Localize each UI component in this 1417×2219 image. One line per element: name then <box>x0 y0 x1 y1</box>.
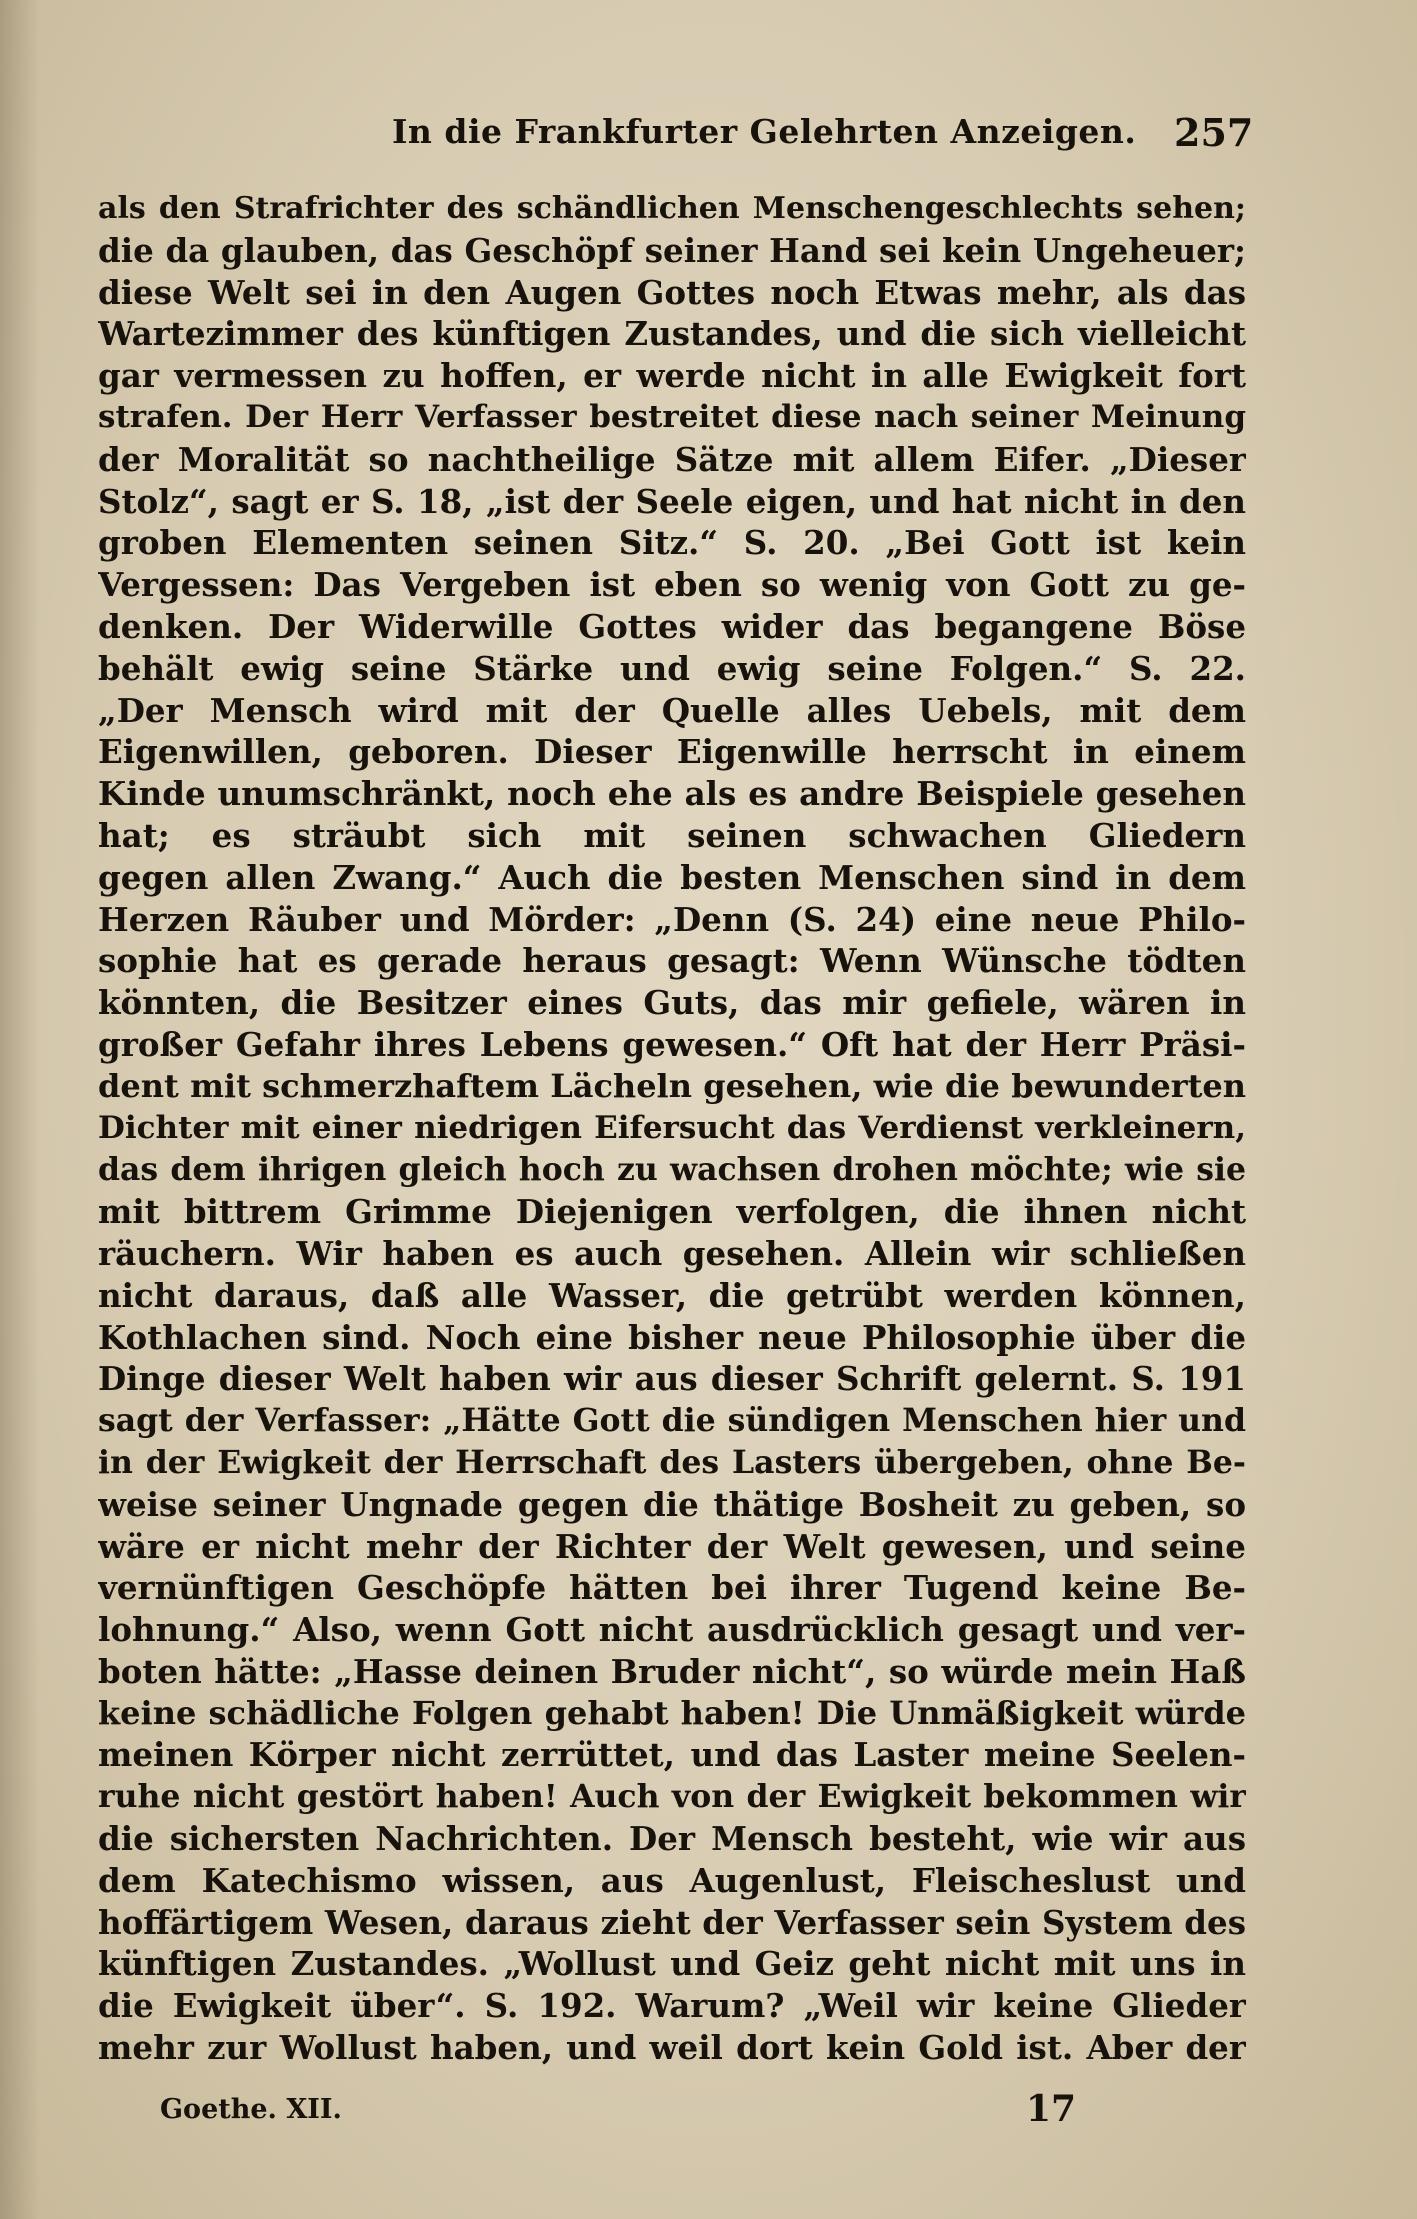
text-line: groben Elementen seinen Sitz.“ S. 20. „Bei Gott ist kein <box>98 523 1246 563</box>
text-line: hoffärtigem Wesen, daraus zieht der Verfasser sein System des <box>98 1902 1246 1942</box>
text-line: die sichersten Nachrichten. Der Mensch besteht, wie wir aus <box>98 1819 1246 1859</box>
text-line: das dem ihrigen gleich hoch zu wachsen drohen möchte; wie sie <box>98 1151 1246 1189</box>
text-line: keine schädliche Folgen gehabt haben! Die Unmäßigkeit würde <box>98 1693 1246 1732</box>
text-line: mehr zur Wollust haben, und weil dort kein Gold ist. Aber der <box>98 2028 1246 2068</box>
text-line: die Ewigkeit über“. S. 192. Warum? „Weil wir keine Glieder <box>98 1986 1246 2026</box>
text-line: in der Ewigkeit der Herrschaft des Lasters übergeben, ohne Be- <box>98 1443 1246 1481</box>
text-line: Dinge dieser Welt haben wir aus dieser Schrift gelernt. S. 191 <box>98 1359 1246 1399</box>
text-line: Dichter mit einer niedrigen Eifersucht das Verdienst verkleinern, <box>98 1109 1246 1146</box>
signature-mark: Goethe. XII. <box>160 2094 342 2125</box>
text-line: denken. Der Widerwille Gottes wider das begangene Böse <box>98 606 1246 646</box>
text-line: lohnung.“ Also, wenn Gott nicht ausdrücklich gesagt und ver- <box>98 1610 1246 1650</box>
text-line: Herzen Räuber und Mörder: „Denn (S. 24) eine neue Philo- <box>98 899 1246 939</box>
text-line: räuchern. Wir haben es auch gesehen. Allein wir schließen <box>98 1233 1246 1273</box>
text-line: Kinde unumschränkt, noch ehe als es andre Beispiele gesehen <box>98 774 1246 814</box>
text-line: weise seiner Ungnade gegen die thätige Bosheit zu geben, so <box>98 1484 1246 1524</box>
text-line: Stolz“, sagt er S. 18, „ist der Seele eigen, und hat nicht in den <box>98 481 1246 521</box>
text-line: ruhe nicht gestört haben! Auch von der Ewigkeit bekommen wir <box>98 1778 1246 1816</box>
text-line: Kothlachen sind. Noch eine bisher neue Philosophie über die <box>98 1317 1246 1357</box>
text-line: Eigenwillen, geboren. Dieser Eigenwille herrscht in einem <box>98 732 1246 772</box>
text-line: sagt der Verfasser: „Hätte Gott die sündigen Menschen hier und <box>98 1402 1246 1440</box>
body-text <box>98 188 1246 2069</box>
text-line: dem Katechismo wissen, aus Augenlust, Fleischeslust und <box>98 1860 1246 1900</box>
text-line: Vergessen: Das Vergeben ist eben so wenig von Gott zu ge- <box>98 565 1246 605</box>
text-line: gegen allen Zwang.“ Auch die besten Menschen sind in dem <box>98 857 1246 897</box>
text-line: Wartezimmer des künftigen Zustandes, und die sich vielleicht <box>98 314 1246 354</box>
text-line: mit bittrem Grimme Diejenigen verfolgen, die ihnen nicht <box>98 1192 1246 1232</box>
text-line: als den Strafrichter des schändlichen Menschengeschlechts sehen; <box>98 191 1246 226</box>
text-line: wäre er nicht mehr der Richter der Welt gewesen, und seine <box>98 1526 1246 1566</box>
page-number: 257 <box>1174 110 1254 155</box>
running-title: In die Frankfurter Gelehrten Anzeigen. <box>392 112 1137 151</box>
text-line: meinen Körper nicht zerrüttet, und das Laster meine Seelen- <box>98 1735 1246 1775</box>
text-line: könnten, die Besitzer eines Guts, das mir gefiele, wären in <box>98 983 1246 1023</box>
text-line: hat; es sträubt sich mit seinen schwachen Gliedern <box>98 815 1246 855</box>
text-line: strafen. Der Herr Verfasser bestreitet diese nach seiner Meinung <box>98 398 1246 435</box>
text-line: dent mit schmerzhaftem Lächeln gesehen, wie die bewunderten <box>98 1066 1246 1105</box>
page-footer <box>0 2088 1417 2138</box>
text-line: großer Gefahr ihres Lebens gewesen.“ Oft hat der Herr Präsi- <box>98 1024 1246 1064</box>
text-line: vernünftigen Geschöpfe hätten bei ihrer Tugend keine Be- <box>98 1568 1246 1608</box>
running-head <box>0 112 1417 162</box>
text-line: sophie hat es gerade heraus gesagt: Wenn Wünsche tödten <box>98 941 1246 981</box>
sheet-number: 17 <box>1026 2088 1077 2130</box>
text-line: boten hätte: „Hasse deinen Bruder nicht“, so würde mein Haß <box>98 1651 1246 1691</box>
text-line: die da glauben, das Geschöpf seiner Hand sei kein Ungeheuer; <box>98 230 1246 270</box>
text-line: diese Welt sei in den Augen Gottes noch Etwas mehr, als das <box>98 272 1246 312</box>
text-line: behält ewig seine Stärke und ewig seine Folgen.“ S. 22. <box>98 648 1246 688</box>
text-line: gar vermessen zu hoffen, er werde nicht in alle Ewigkeit fort <box>98 356 1246 396</box>
text-line: „Der Mensch wird mit der Quelle alles Uebels, mit dem <box>98 690 1246 730</box>
text-line: künftigen Zustandes. „Wollust und Geiz geht nicht mit uns in <box>98 1944 1246 1984</box>
text-line: nicht daraus, daß alle Wasser, die getrübt werden können, <box>98 1275 1246 1315</box>
text-line: der Moralität so nachtheilige Sätze mit allem Eifer. „Dieser <box>98 439 1246 479</box>
